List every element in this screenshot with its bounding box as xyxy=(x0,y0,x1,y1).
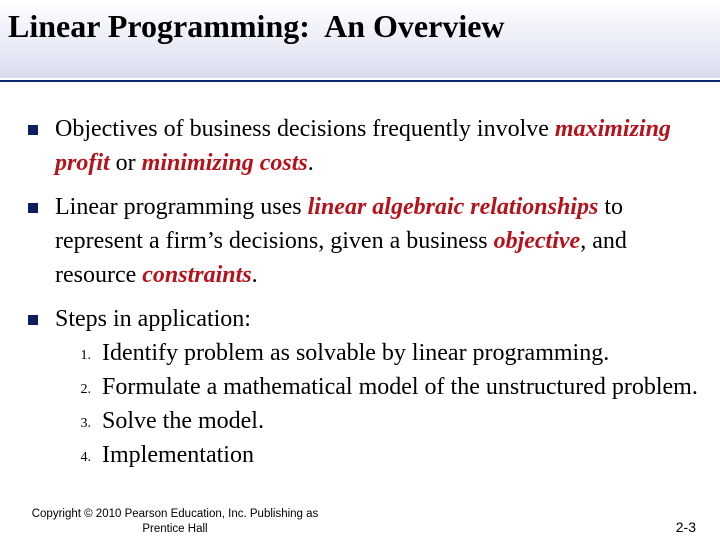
step-number: 3. xyxy=(80,416,91,431)
bullet-text xyxy=(55,190,705,292)
copyright-line: Prentice Hall xyxy=(142,523,208,535)
copyright-notice xyxy=(20,507,330,537)
step-item xyxy=(55,438,705,472)
step-number: 4. xyxy=(80,450,91,465)
steps-list xyxy=(55,336,705,472)
bullet-square-icon xyxy=(28,203,38,213)
bullet-square-icon xyxy=(28,315,38,325)
step-number: 1. xyxy=(80,348,91,363)
text-run: , and resource xyxy=(55,228,627,288)
emphasis-text: linear algebraic relationships xyxy=(307,194,599,220)
step-number: 2. xyxy=(80,382,91,397)
step-text: Implementation xyxy=(102,442,254,468)
emphasis-text: minimizing costs xyxy=(141,150,308,176)
title-divider xyxy=(0,80,720,82)
text-run: . xyxy=(307,150,314,176)
steps-lead: Steps in application: xyxy=(55,306,251,332)
emphasis-text: maximizing profit xyxy=(55,116,671,176)
emphasis-text: constraints xyxy=(142,262,252,288)
bullet-text xyxy=(55,302,705,472)
text-run: . xyxy=(251,262,258,288)
bullet-text xyxy=(55,112,705,180)
bullet-square-icon xyxy=(28,125,38,135)
step-text: Solve the model. xyxy=(102,408,264,434)
text-run: to represent a firm’s decisions, given a business xyxy=(55,194,623,254)
step-text: Formulate a mathematical model of the unstructured problem. xyxy=(102,374,698,400)
step-item xyxy=(55,404,705,438)
page-number: 2-3 xyxy=(675,519,696,535)
step-item xyxy=(55,336,705,370)
copyright-line: Copyright © 2010 Pearson Education, Inc. Publishing as xyxy=(31,508,319,520)
text-run: Linear programming uses xyxy=(55,194,308,220)
step-text: Identify problem as solvable by linear programming. xyxy=(102,340,610,366)
text-run: or xyxy=(109,150,142,176)
step-item xyxy=(55,370,705,404)
slide-title: Linear Programming: An Overview xyxy=(8,8,505,44)
text-run: Objectives of business decisions frequently involve xyxy=(55,116,555,142)
emphasis-text: objective xyxy=(493,228,581,254)
